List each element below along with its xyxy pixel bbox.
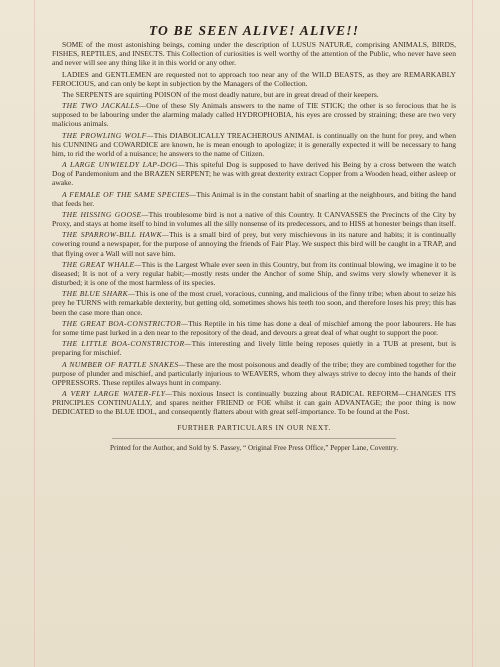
paragraph-text: SOME of the most astonishing beings, coming under the description of LUSUS NATURÆ, comprising ANIMALS, BIRDS, FISHES, REPTILES, and INSECTS. This Collection of curiosities is well worthy of the attention of the Public, who never have seen and never will see any thing like it in this world or any other. (52, 40, 456, 68)
paragraph-text: This spiteful Dog is supposed to have derived his Being by a cross between the watch Dog of Pandemonium and the BRAZEN SERPENT; he was with great dexterity extract Copper from a Wooden head, either asleep or awake. (52, 160, 456, 188)
further-particulars: FURTHER PARTICULARS IN OUR NEXT. (177, 423, 331, 433)
paragraph-heading: THE GREAT WHALE— (62, 259, 142, 269)
paragraph-intro3 (52, 90, 456, 99)
paragraph-list (52, 40, 456, 416)
paragraph-heading: THE HISSING GOOSE— (62, 210, 149, 219)
paragraph-text: These are the most poisonous and deadly of the tribe; they are combined together for the purpose of plunder and mischief, and particularly injurious to WEAVERS, whom they always strive to decoy into the hands of their OPPRESSORS. These reptiles always hunt in company. (52, 359, 456, 387)
paragraph-jackals (52, 101, 456, 128)
paragraph-text: One of these Sly Animals answers to the name of TIE STICK; the other is so ferocious that he is supposed to be labouring under the alarming malady called HYDROPHOBIA, his eyes are crossed by straining; these are two very malicious animals. (52, 101, 457, 129)
paragraph-shark (52, 289, 456, 316)
paragraph-boa2 (52, 339, 456, 357)
paragraph-text: This DIABOLICALLY TREACHEROUS ANIMAL is continually on the hunt for prey, and when his CUNNING and COWARDICE are known, he is mean enough to apologize; it is generally expected it will be necessary to hang him, to rid the world of a nuisance; he answers to the name of Citizen. (52, 130, 456, 158)
paragraph-goose (52, 210, 456, 228)
handbill-title: TO BE SEEN ALIVE! ALIVE!! (148, 23, 360, 38)
paragraph-heading: THE LITTLE BOA-CONSTRICTOR— (62, 339, 192, 349)
handbill-content (52, 23, 457, 453)
paragraph-heading: THE TWO JACKALLS— (62, 101, 147, 111)
paragraph-hawk (52, 230, 456, 257)
paragraph-female (52, 190, 456, 208)
paragraph-heading: THE GREAT BOA-CONSTRICTOR— (62, 318, 189, 328)
paragraph-text: This noxious Insect is continually buzzing about RADICAL REFORM—CHANGES ITS PRINCIPLES CONTINUALLY, and spares neither FRIEND or FOE whilst it can gain ADVANTAGE; the poor thing is now DEDICATED to the BLUE IDOL, and consequently flatters about with great self-importance. To be found at the Post. (52, 389, 456, 417)
paragraph-text: This interesting and lively little being reposes quietly in a TUB at present, but is preparing for mischief. (52, 339, 456, 358)
paragraph-boa1 (52, 319, 456, 337)
paragraph-heading: THE PROWLING WOLF— (62, 130, 154, 140)
paragraph-heading: A VERY LARGE WATER-FLY— (62, 389, 173, 398)
paragraph-text: This Animal is in the constant habit of snarling at the neighbours, and biting the hand that feeds her. (52, 189, 456, 208)
paragraph-text: This is one of the most cruel, voracious, cunning, and malicious of the finny tribe; when about to seize his prey he TURNS with remarkable dexterity, but getting old, sometimes shows his teeth too soon, and therefore loses his prey; this has been the case more than once. (52, 289, 456, 317)
paragraph-text: This is the Largest Whale ever seen in this Country, but from its continual blowing, we imagine it to be diseased; It is not of a very regular habit;—mostly rests under the Anchor of some Ship, and swims very slowly whenever it is disturbed; it is one of the most harmless of its species. (52, 259, 456, 288)
paragraph-text: This troublesome bird is not a native of this Country. It CANVASSES the Precincts of the City by Proxy, and stays at home itself to hind in volumes all the silly nonsense of its predecessors, and to HISS at honester beings than itself. (52, 210, 457, 229)
paragraph-intro2 (52, 70, 456, 88)
paragraph-heading: THE SPARROW-BILL HAWK— (62, 230, 170, 240)
paragraph-heading: A LARGE UNWIELDY LAP-DOG— (62, 160, 185, 170)
paragraph-text: The SERPENTS are squirting POISON of the most deadly nature, but are in great dread of their keepers. (62, 89, 379, 99)
paragraph-text: LADIES and GENTLEMEN are requested not to approach too near any of the WILD BEASTS, as they are REMARKABLY FEROCIOUS, and can only be kept in subjection by the Managers of the Collection. (52, 69, 456, 88)
imprint-line: Printed for the Author, and Sold by S. Passey, “ Original Free Press Office,” Pepper Lane, Coventry. (109, 444, 399, 453)
paragraph-heading: A NUMBER OF RATTLE SNAKES— (62, 359, 186, 369)
paragraph-text: This is a small bird of prey, but very mischievous in its nature and habits; it is continually cowering round a newspaper, for the purpose of annoying the friends of Fair Play. We suspect this bird will be caught in a TRAP, and that flying over a Wall will not save him. (52, 230, 457, 258)
paragraph-fly (52, 389, 456, 416)
ruled-line-left (34, 0, 35, 667)
paragraph-lapdog (52, 160, 456, 187)
divider (112, 438, 396, 439)
ruled-line-right (472, 0, 473, 667)
paragraph-whale (52, 260, 456, 287)
paragraph-wolf (52, 131, 456, 158)
paragraph-heading: THE BLUE SHARK— (62, 289, 136, 299)
paragraph-heading: A FEMALE OF THE SAME SPECIES— (62, 189, 197, 199)
paragraph-intro1 (52, 40, 456, 67)
paragraph-snakes (52, 360, 456, 387)
paragraph-text: This Reptile in his time has done a deal of mischief among the poor labourers. He has for some time past lurked in a den near to the repository of the dead, and devours a great deal of what ought to support the poor. (52, 318, 456, 337)
